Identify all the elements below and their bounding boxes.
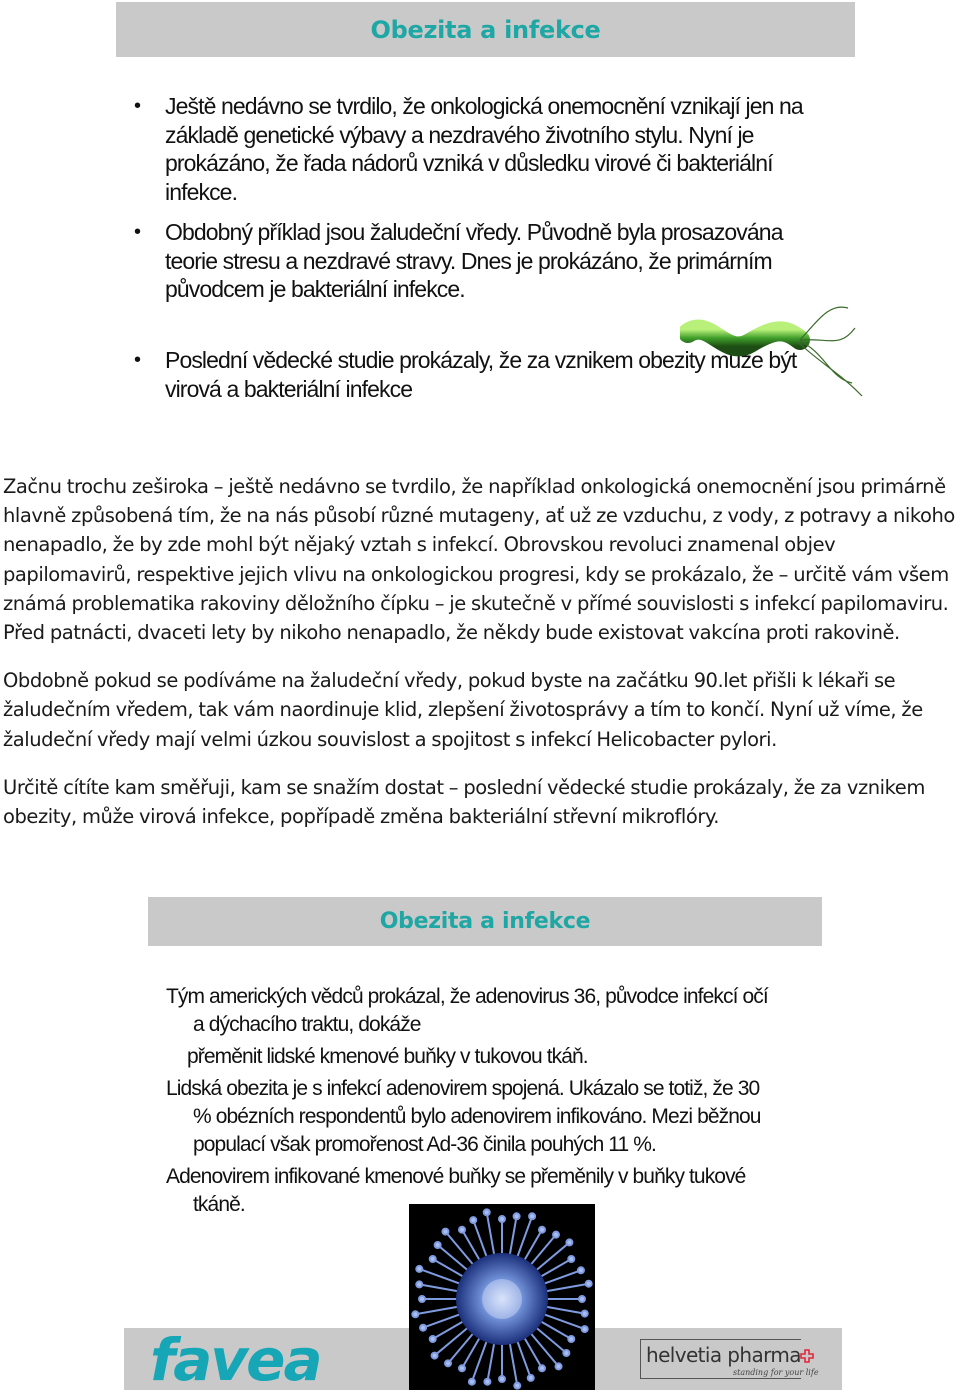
slide2-line: % obézních respondentů bylo adenovirem infikováno. Mezi běžnou <box>193 1105 761 1128</box>
slide2-line: populací však promořenost Ad-36 činila pouhých 11 %. <box>193 1133 656 1156</box>
slide2-line: Lidská obezita je s infekcí adenovirem spojená. Ukázalo se totiž, že 30 <box>166 1077 760 1100</box>
bullet-text: Obdobný příklad jsou žaludeční vředy. Původně byla prosazována teorie stresu a nezdravé stravy. Dnes je prokázáno, že primárním původcem je bakteriální infekce. <box>165 219 783 302</box>
bullet-item <box>134 92 824 218</box>
virus-illustration <box>409 1204 595 1390</box>
helvetia-cross-icon <box>800 1349 814 1363</box>
helvetia-tagline: standing for your life <box>733 1368 819 1377</box>
bullet-text: Ještě nedávno se tvrdilo, že onkologická onemocnění vznikají jen na základě genetické výbavy a nezdravého životního stylu. Nyní je prokázáno, že řada nádorů vzniká v důsledku virové či bakteriální infekce. <box>165 93 803 205</box>
bullet-text: Poslední vědecké studie prokázaly, že za vznikem obezity může být virová a bakteriální infekce <box>165 347 797 402</box>
slide1-title-bar <box>116 2 855 57</box>
slide2-line: a dýchacího traktu, dokáže <box>193 1013 421 1036</box>
slide2-line: přeměnit lidské kmenové buňky v tukovou tkáň. <box>187 1045 588 1068</box>
article-body <box>3 472 960 850</box>
bullet-dot-icon: • <box>134 349 141 371</box>
slide1-title: Obezita a infekce <box>370 15 601 44</box>
article-paragraph: Určitě cítíte kam směřuji, kam se snažím dostat – poslední vědecké studie prokázaly, že za vznikem obezity, může virová infekce, popřípadě změna bakteriální střevní mikroflóry. <box>3 775 925 829</box>
bullet-dot-icon: • <box>134 221 141 243</box>
article-paragraph: Začnu trochu zeširoka – ještě nedávno se tvrdilo, že například onkologická onemocnění jsou primárně hlavně způsobená tím, že na nás působí různé mutageny, ať už ze vzduchu, z vody, z potravy a nikoho nenapadlo, že by zde mohl být nějaký vztah s infekcí. Obrovskou revoluci znamenal objev papilomavirů, respektive jejich vlivu na onkologickou progresi, kdy se prokázalo, že – určitě vám všem známá problematika rakoviny děložního čípku – je skutečně v přímé souvislosti s infekcí papilomaviru. Před patnácti, dvaceti lety by nikoho nenapadlo, že někdy bude existovat vakcína proti rakovině. <box>3 475 955 645</box>
bullet-dot-icon: • <box>134 95 141 117</box>
slide2-title: Obezita a infekce <box>379 909 591 934</box>
slide2-line: Tým amerických vědců prokázal, že adenovirus 36, původce infekcí očí <box>166 985 768 1008</box>
slide2-title-bar <box>148 897 822 946</box>
slide2-line: tkáně. <box>193 1193 245 1216</box>
favea-logo: favea <box>150 1326 321 1394</box>
slide2-text <box>166 983 806 1219</box>
slide2-line: Adenovirem infikované kmenové buňky se přeměnily v buňky tukové <box>166 1165 746 1188</box>
bacteria-illustration <box>680 278 870 408</box>
article-paragraph: Obdobně pokud se podíváme na žaludeční vředy, pokud byste na začátku 90.let přišli k lékaři se žaludečním vředem, tak vám naordinuje klid, zlepšení životosprávy a tím to končí. Nyní už víme, že žaludeční vředy mají velmi úzkou souvislost a spojitost s infekcí Helicobacter pylori. <box>3 669 923 751</box>
helvetia-pharma-logo: helvetia pharma <box>646 1343 801 1367</box>
